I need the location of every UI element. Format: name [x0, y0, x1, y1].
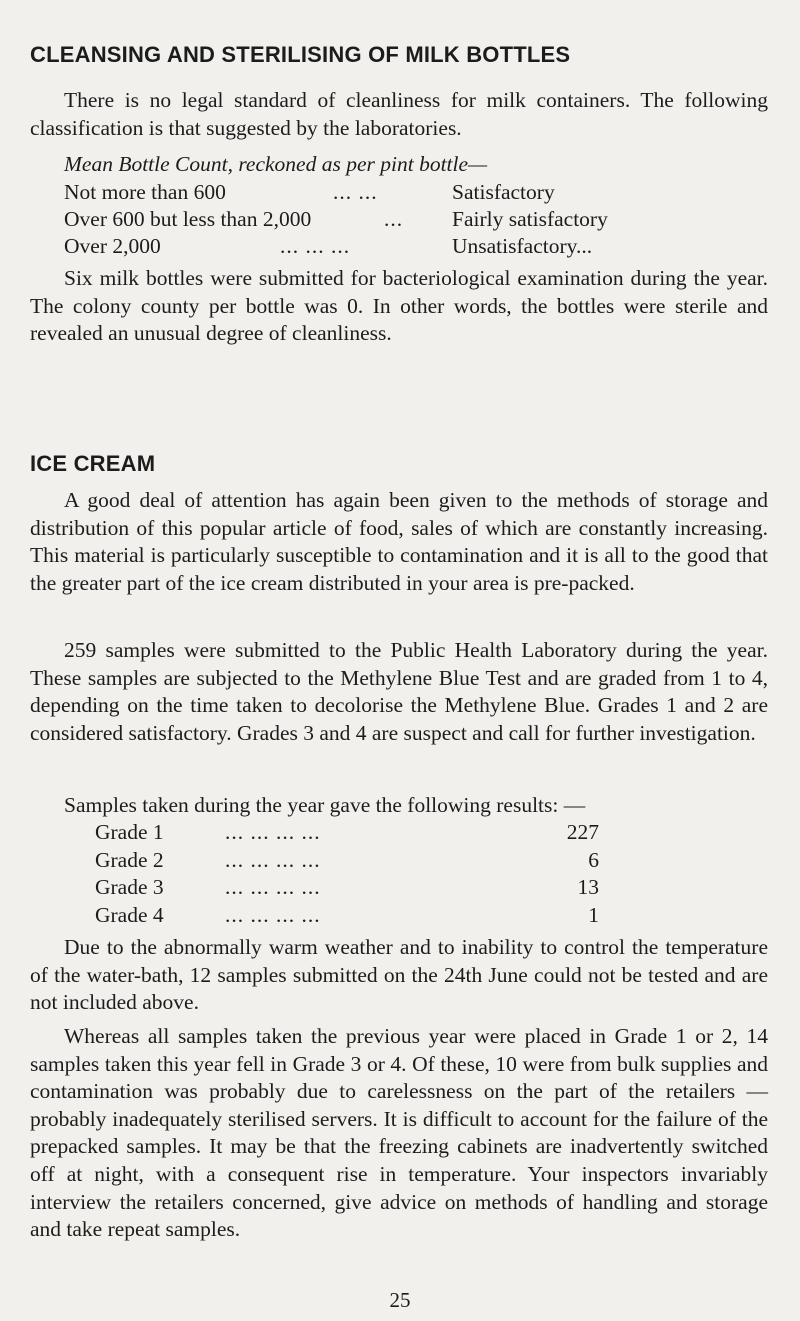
milk-intro-paragraph: There is no legal standard of cleanliness for milk containers. The following classification is that suggested by the laboratories. [30, 88, 768, 140]
ice-cream-paragraph-3: Due to the abnormally warm weather and to inability to control the temperature of the water-bath, 12 samples submitted on the 24th June could not be tested and are not included above. [30, 935, 768, 1015]
ice-cream-paragraph-1: A good deal of attention has again been given to the methods of storage and distribution of this popular article of food, sales of which are constantly increasing. This material is particularly susceptible to contamination and it is all to the good that the greater part of the ice cream distributed in your area is pre-packed. [30, 488, 768, 595]
leader-dots: ... ... ... ... [225, 820, 321, 844]
class-condition: Over 2,000 [64, 234, 161, 258]
results-intro: Samples taken during the year gave the following results: — [64, 793, 586, 817]
grade-count: 6 [588, 848, 599, 872]
leader-dots: ... [384, 207, 404, 231]
grade-label: Grade 1 [95, 820, 164, 844]
class-rating: Unsatisfactory... [452, 234, 593, 258]
class-condition: Not more than 600 [64, 180, 226, 204]
grade-count: 13 [577, 875, 599, 899]
leader-dots: ... ... ... [280, 234, 351, 258]
milk-result-paragraph: Six milk bottles were submitted for bacteriological examination during the year. The colony county per bottle was 0. In other words, the bottles were sterile and revealed an unusual degree of cleanliness. [30, 266, 768, 346]
leader-dots: ... ... ... ... [225, 903, 321, 927]
ice-cream-paragraph-2: 259 samples were submitted to the Public Health Laboratory during the year. These samples are subjected to the Methylene Blue Test and are graded from 1 to 4, depending on the time taken to decolorise the Methylene Blue. Grades 1 and 2 are considered satisfactory. Grades 3 and 4 are suspect and call for further investigation. [30, 638, 768, 745]
ice-cream-paragraph-4: Whereas all samples taken the previous year were placed in Grade 1 or 2, 14 samples taken this year fell in Grade 3 or 4. Of these, 10 were from bulk supplies and contamination was probably due to carelessness on the part of the retailers — probably inadequately sterilised servers. It is difficult to account for the failure of the prepacked samples. It may be that the freezing cabinets are inadvertently switched off at night, with a consequent rise in temperature. Your inspectors invariably interview the retailers concerned, give advice on methods of handling and storage and take repeat samples. [30, 1024, 768, 1242]
leader-dots: ... ... [333, 180, 378, 204]
grade-label: Grade 3 [95, 875, 164, 899]
grade-label: Grade 2 [95, 848, 164, 872]
milk-bottles-heading: CLEANSING AND STERILISING OF MILK BOTTLES [30, 42, 571, 67]
grade-label: Grade 4 [95, 903, 164, 927]
class-rating: Satisfactory [452, 180, 555, 204]
page-number: 25 [389, 1288, 411, 1312]
grade-count: 227 [566, 820, 599, 844]
leader-dots: ... ... ... ... [225, 848, 321, 872]
ice-cream-heading: ICE CREAM [30, 451, 156, 476]
leader-dots: ... ... ... ... [225, 875, 321, 899]
grade-count: 1 [588, 903, 599, 927]
class-condition: Over 600 but less than 2,000 [64, 207, 312, 231]
class-rating: Fairly satisfactory [452, 207, 608, 231]
mean-bottle-count-label: Mean Bottle Count, reckoned as per pint bottle— [64, 152, 488, 176]
